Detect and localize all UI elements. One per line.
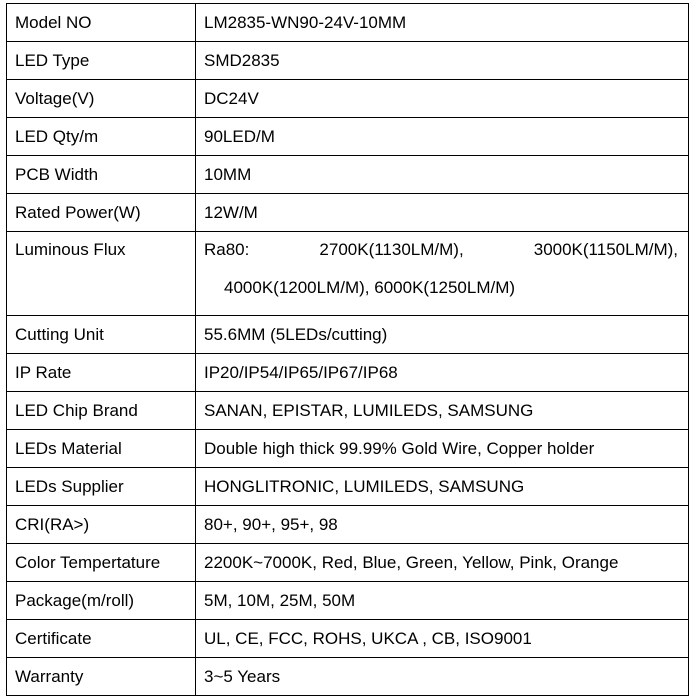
luminous-flux-line-2: 4000K(1200LM/M), 6000K(1250LM/M): [224, 278, 516, 297]
spec-value-certificate: UL, CE, FCC, ROHS, UKCA , CB, ISO9001: [196, 620, 689, 658]
spec-value-led-qty: 90LED/M: [196, 118, 689, 156]
spec-value-ip-rate: IP20/IP54/IP65/IP67/IP68: [196, 354, 689, 392]
spec-value-led-chip-brand: SANAN, EPISTAR, LUMILEDS, SAMSUNG: [196, 392, 689, 430]
spec-value-color-temperature: 2200K~7000K, Red, Blue, Green, Yellow, Pink, Orange: [196, 544, 689, 582]
spec-value-model-no: LM2835-WN90-24V-10MM: [196, 4, 689, 42]
spec-label-led-chip-brand: LED Chip Brand: [7, 392, 196, 430]
spec-label-voltage: Voltage(V): [7, 80, 196, 118]
table-row: [7, 42, 689, 80]
spec-value-leds-material: Double high thick 99.99% Gold Wire, Copper holder: [196, 430, 689, 468]
spec-value-voltage: DC24V: [196, 80, 689, 118]
table-row: [7, 430, 689, 468]
spec-value-pcb-width: 10MM: [196, 156, 689, 194]
spec-label-warranty: Warranty: [7, 658, 196, 696]
luminous-flux-prefix: Ra80:: [204, 240, 250, 259]
spec-label-pcb-width: PCB Width: [7, 156, 196, 194]
spec-label-package: Package(m/roll): [7, 582, 196, 620]
table-row: [7, 506, 689, 544]
table-row: [7, 544, 689, 582]
table-row: [7, 156, 689, 194]
luminous-flux-line-1: [204, 240, 688, 260]
spec-value-luminous-flux: [196, 232, 689, 316]
spec-label-cri: CRI(RA>): [7, 506, 196, 544]
spec-label-color-temperature: Color Tempertature: [7, 544, 196, 582]
spec-label-certificate: Certificate: [7, 620, 196, 658]
table-row: [7, 582, 689, 620]
table-row: [7, 468, 689, 506]
table-row: [7, 118, 689, 156]
table-row: [7, 658, 689, 696]
spec-label-model-no: Model NO: [7, 4, 196, 42]
table-row: [7, 620, 689, 658]
spec-label-cutting-unit: Cutting Unit: [7, 316, 196, 354]
luminous-flux-item-1: 2700K(1130LM/M),: [319, 240, 464, 259]
spec-label-leds-material: LEDs Material: [7, 430, 196, 468]
spec-value-warranty: 3~5 Years: [196, 658, 689, 696]
spec-table: [6, 3, 689, 696]
spec-label-led-qty: LED Qty/m: [7, 118, 196, 156]
luminous-flux-item-2: 3000K(1150LM/M),: [533, 240, 678, 259]
table-row: [7, 392, 689, 430]
spec-value-leds-supplier: HONGLITRONIC, LUMILEDS, SAMSUNG: [196, 468, 689, 506]
table-row: [7, 232, 689, 316]
table-row: [7, 354, 689, 392]
spec-value-led-type: SMD2835: [196, 42, 689, 80]
table-row: [7, 4, 689, 42]
table-row: [7, 316, 689, 354]
spec-label-luminous-flux: Luminous Flux: [7, 232, 196, 316]
spec-label-led-type: LED Type: [7, 42, 196, 80]
table-row: [7, 194, 689, 232]
spec-label-leds-supplier: LEDs Supplier: [7, 468, 196, 506]
table-row: [7, 80, 689, 118]
spec-value-rated-power: 12W/M: [196, 194, 689, 232]
spec-value-package: 5M, 10M, 25M, 50M: [196, 582, 689, 620]
spec-label-rated-power: Rated Power(W): [7, 194, 196, 232]
spec-value-cutting-unit: 55.6MM (5LEDs/cutting): [196, 316, 689, 354]
spec-value-cri: 80+, 90+, 95+, 98: [196, 506, 689, 544]
spec-label-ip-rate: IP Rate: [7, 354, 196, 392]
